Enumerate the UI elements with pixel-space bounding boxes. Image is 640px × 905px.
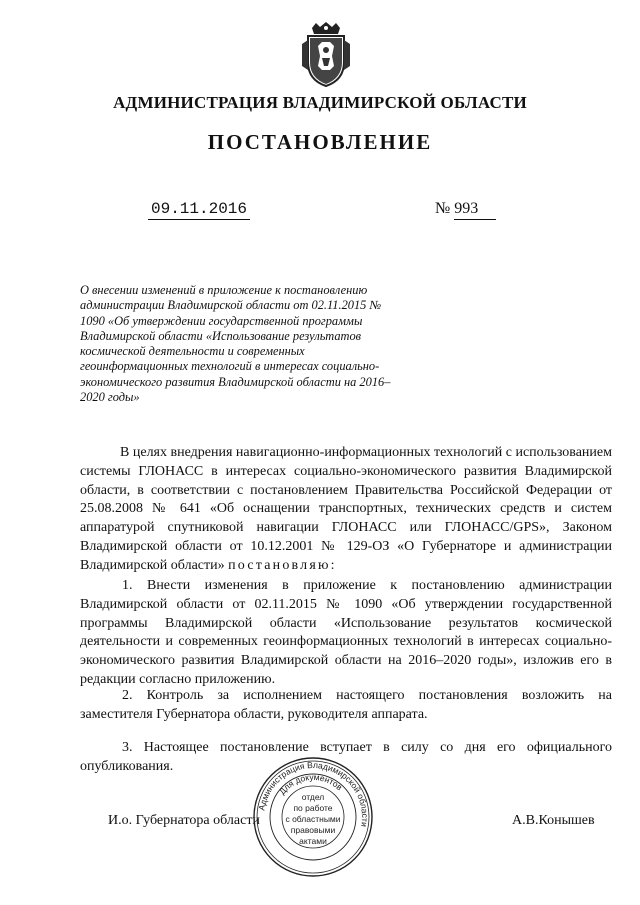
document-number [435, 200, 496, 220]
stamp-line-5: актами [299, 836, 327, 846]
stamp-line-1: отдел [301, 792, 325, 802]
document-subject: О внесении изменений в приложение к постановлению администрации Владимирской области от 02.11.2015 № 1090 «Об утверждении государственной программы Владимирской области «Использование результатов космической деятельности и современных геоинформационных технологий в интересах социально-экономического развития Владимирской области на 2016–2020 годы» [80, 283, 391, 405]
stamp-line-4: правовыми [290, 825, 336, 835]
item-1: 1. Внести изменения в приложение к постановлению администрации Владимирской области от 02.11.2015 № 1090 «Об утверждении государственной программы Владимирской области «Использование результатов космической деятельности и современных геоинформационных технологий в интересах социально-экономического развития Владимирской области на 2016–2020 годы», изложив его в редакции согласно приложению. [80, 578, 612, 687]
number-value: 993 [454, 200, 496, 220]
official-stamp [252, 756, 374, 878]
item-3: 3. Настоящее постановление вступает в силу со дня его официального опубликования. [80, 740, 612, 774]
stamp-inner-text: Для документов [276, 771, 345, 797]
signatory-role: И.о. Губернатора области [108, 813, 260, 828]
number-prefix: № [435, 200, 451, 217]
document-date: 09.11.2016 [148, 200, 250, 220]
document-type: ПОСТАНОВЛЕНИЕ [207, 130, 433, 154]
signatory-name: А.В.Конышев [512, 813, 595, 828]
coat-of-arms-icon [300, 22, 352, 88]
stamp-line-2: по работе [293, 803, 333, 813]
preamble-paragraph [80, 444, 612, 576]
item-2: 2. Контроль за исполнением настоящего постановления возложить на заместителя Губернатора области, руководителя аппарата. [80, 688, 612, 722]
resolves-word: постановляю: [228, 557, 337, 573]
preamble-text: В целях внедрения навигационно-информационных технологий с использованием системы ГЛОНАСС в интересах социально-экономического развития Владимирской области, в соответствии с постановлением Правительства Российской Федерации от 25.08.2008 № 641 «Об оснащении транспортных, технических средств и систем аппаратурой спутниковой навигации ГЛОНАСС или ГЛОНАСС/GPS», Законом Владимирской области от 10.12.2001 № 129-ОЗ «О Губернаторе и администрации Владимирской области» [80, 445, 612, 573]
organization-name: АДМИНИСТРАЦИЯ ВЛАДИМИРСКОЙ ОБЛАСТИ [113, 93, 527, 112]
stamp-outer-text: Администрация Владимирской области [256, 759, 371, 828]
stamp-line-3: с областными [285, 814, 341, 824]
